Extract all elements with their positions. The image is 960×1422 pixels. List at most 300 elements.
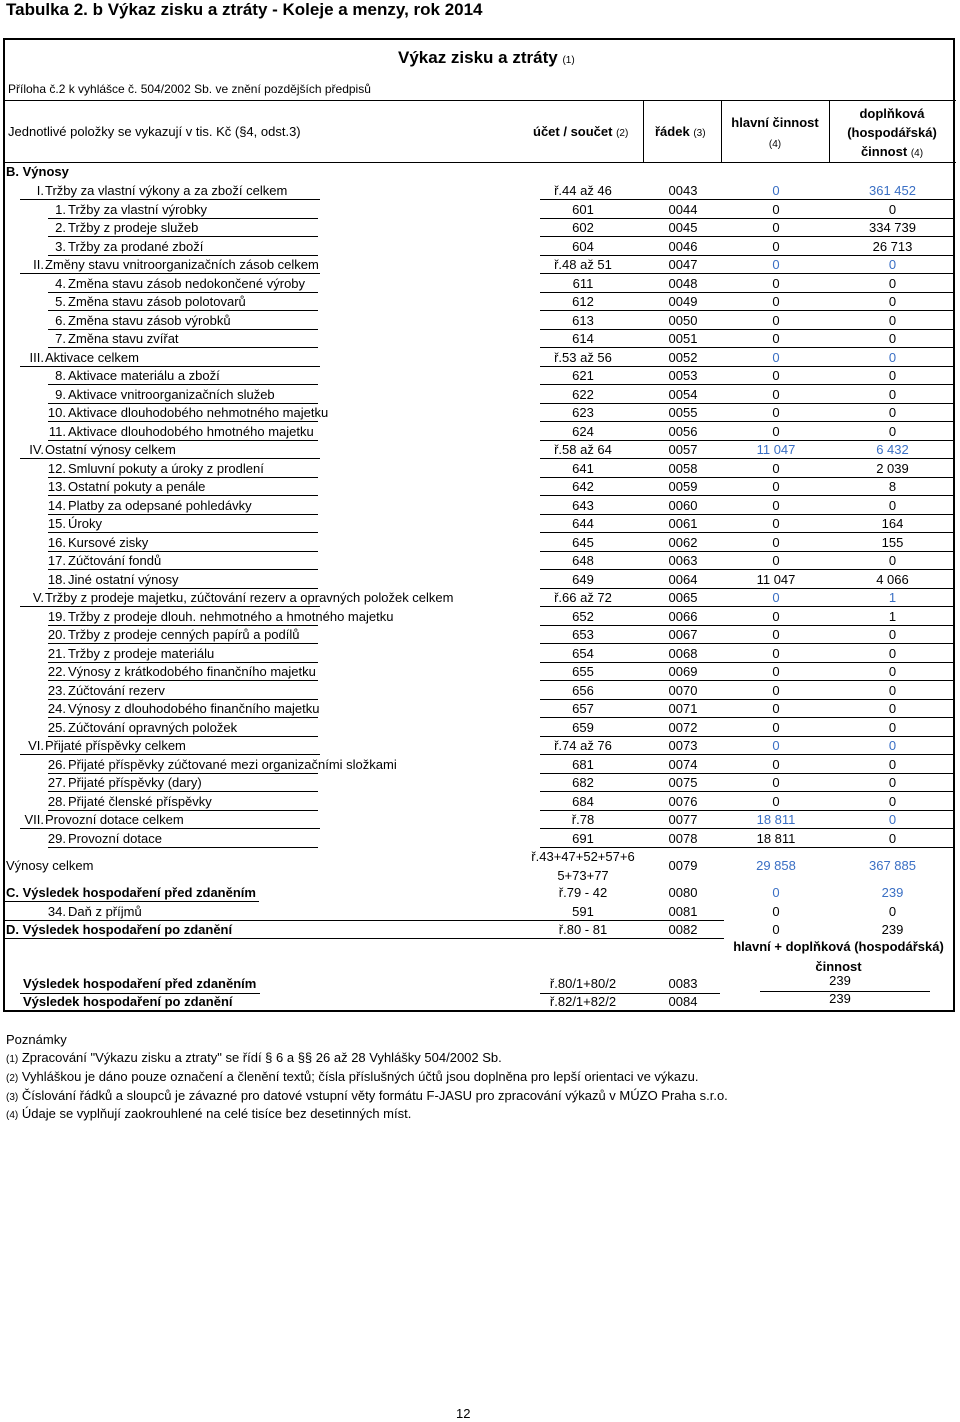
row-hlavni: 11 047: [756, 442, 796, 457]
table-row: [0, 756, 960, 774]
row-number: 17.: [47, 553, 66, 568]
underline: [4, 901, 259, 902]
section-heading: B. Výnosy: [6, 164, 69, 179]
row-label: Daň z příjmů: [68, 904, 142, 919]
header-bottom-line: [3, 162, 956, 163]
table-row: [0, 478, 960, 496]
row-ucet: 681: [572, 757, 594, 772]
row-radek: 0046: [668, 239, 698, 254]
row-doplnkova: 0: [888, 627, 897, 642]
row-hlavni: 0: [772, 276, 780, 291]
row-hlavni: 0: [772, 646, 780, 661]
underline: [540, 384, 955, 385]
row-doplnkova: 0: [888, 294, 897, 309]
row-hlavni: 0: [772, 294, 780, 309]
row-radek: 0057: [668, 442, 698, 457]
row-radek: 0050: [668, 313, 698, 328]
notes-heading: Poznámky: [6, 1032, 67, 1047]
row-label: C. Výsledek hospodaření před zdaněním: [6, 885, 256, 900]
group-total-row: [0, 441, 960, 459]
row-doplnkova: 0: [888, 738, 897, 753]
row-ucet: 653: [572, 627, 594, 642]
row-doplnkova: 1: [888, 590, 897, 605]
table-row: [0, 201, 960, 219]
row-radek: 0083: [668, 976, 698, 991]
row-number: IV.: [29, 442, 44, 457]
note-item: (2) Vyhláškou je dáno pouze označení a členění textů; čísla příslušných účtů jsou doplněna pro lepší orientaci ve výkazu.: [6, 1069, 699, 1084]
table-row: [0, 497, 960, 515]
row-label: Zúčtování opravných položek: [68, 720, 238, 735]
row-ucet: ř.48 až 51: [554, 257, 612, 272]
column-divider: [829, 100, 830, 162]
row-hlavni: 0: [772, 368, 780, 383]
underline: [540, 754, 955, 755]
row-doplnkova: 2 039: [876, 461, 909, 476]
row-hlavni: 0: [772, 350, 780, 365]
row-radek: 0071: [668, 701, 698, 716]
row-ucet: 604: [572, 239, 594, 254]
row-label: Aktivace dlouhodobého nehmotného majetku: [68, 405, 329, 420]
row-radek: 0072: [668, 720, 698, 735]
row-number: 15.: [47, 516, 66, 531]
row-ucet: 682: [572, 775, 594, 790]
row-ucet: 645: [572, 535, 594, 550]
row-radek: 0076: [668, 794, 698, 809]
table-row: [0, 663, 960, 681]
row-hlavni: 0: [772, 904, 780, 919]
row-hlavni: 0: [772, 922, 780, 937]
row-doplnkova: 4 066: [876, 572, 909, 587]
table-row: [0, 293, 960, 311]
row-hlavni: 0: [772, 535, 780, 550]
row-number: 10.: [47, 405, 66, 420]
row-radek: 0054: [668, 387, 698, 402]
row-number: I.: [36, 183, 44, 198]
row-radek: 0081: [668, 904, 698, 919]
row-hlavni: 0: [772, 424, 780, 439]
row-hlavni: 0: [772, 627, 780, 642]
note-item: (1) Zpracování "Výkazu zisku a ztraty" se řídí § 6 a §§ 26 až 28 Vyhlášky 504/2002 Sb.: [6, 1050, 502, 1065]
row-hlavni: 0: [772, 701, 780, 716]
row-number: 18.: [47, 572, 66, 587]
row-radek: 0068: [668, 646, 698, 661]
row-doplnkova: 0: [888, 775, 897, 790]
table-row: [0, 774, 960, 792]
row-label: Výnosy z dlouhodobého finančního majetku: [68, 701, 320, 716]
row-number: 28.: [47, 794, 66, 809]
row-radek: 0055: [668, 405, 698, 420]
underline: [20, 199, 320, 200]
row-doplnkova: 0: [888, 757, 897, 772]
row-hlavni: 0: [772, 405, 780, 420]
row-doplnkova: 8: [888, 479, 897, 494]
row-number: 7.: [55, 331, 66, 346]
row-number: 6.: [55, 313, 66, 328]
row-ucet: 684: [572, 794, 594, 809]
row-radek: 0082: [668, 922, 698, 937]
row-hlavni: 0: [772, 257, 780, 272]
row-hlavni: 0: [772, 387, 780, 402]
row-doplnkova: 367 885: [869, 858, 916, 873]
underline: [540, 236, 955, 237]
row-ucet: 657: [572, 701, 594, 716]
row-radek: 0044: [668, 202, 698, 217]
row-ucet: 648: [572, 553, 594, 568]
row-radek: 0079: [668, 858, 698, 873]
row-doplnkova: 1: [888, 609, 897, 624]
row-ucet: 601: [572, 202, 594, 217]
row-label: Kursové zisky: [68, 535, 149, 550]
row-number: 13.: [47, 479, 66, 494]
row-hlavni: 0: [772, 183, 780, 198]
underline: [540, 199, 955, 200]
row-doplnkova: 0: [888, 904, 897, 919]
row-number: 5.: [55, 294, 66, 309]
row-label: Tržby z prodeje majetku, zúčtování rezerv a opravných položek celkem: [45, 590, 454, 605]
row-radek: 0062: [668, 535, 698, 550]
row-radek: 0060: [668, 498, 698, 513]
row-ucet: 652: [572, 609, 594, 624]
row-ucet: 644: [572, 516, 594, 531]
row-ucet: ř.80 - 81: [558, 922, 608, 937]
table-row: [0, 534, 960, 552]
row-radek: 0049: [668, 294, 698, 309]
row-label: Provozní dotace celkem: [45, 812, 184, 827]
underline: [20, 273, 320, 274]
row-number: 1.: [55, 202, 66, 217]
group-total-row: [0, 589, 960, 607]
row-number: 19.: [47, 609, 66, 624]
row-doplnkova: 0: [888, 812, 897, 827]
row-radek: 0077: [668, 812, 698, 827]
row-radek: 0063: [668, 553, 698, 568]
row-ucet: 614: [572, 331, 594, 346]
row-hlavni: 0: [772, 757, 780, 772]
row-label: Výnosy celkem: [6, 858, 94, 873]
underline: [48, 347, 318, 348]
row-ucet: ř.53 až 56: [554, 350, 612, 365]
row-ucet: ř.82/1+82/2: [549, 994, 617, 1009]
row-doplnkova: 0: [888, 498, 897, 513]
table-row: [0, 423, 960, 441]
row-ucet: 591: [572, 904, 594, 919]
row-label: Výsledek hospodaření po zdanění: [23, 994, 233, 1009]
row-doplnkova: 0: [888, 368, 897, 383]
page-title: Tabulka 2. b Výkaz zisku a ztráty - Koleje a menzy, rok 2014: [6, 0, 483, 19]
table-row: [0, 682, 960, 700]
row-doplnkova: 334 739: [869, 220, 916, 235]
row-doplnkova: 0: [888, 683, 897, 698]
row-ucet: 611: [572, 276, 594, 291]
underline: [48, 384, 318, 385]
table-row: [0, 571, 960, 589]
row-hlavni: 0: [772, 885, 780, 900]
tax-row: [0, 903, 960, 921]
row-hlavni: 0: [772, 775, 780, 790]
attachment-note: Příloha č.2 k vyhlášce č. 504/2002 Sb. ve znění pozdějších předpisů: [8, 82, 371, 96]
row-number: 24.: [47, 701, 66, 716]
row-ucet: ř.43+47+52+57+6: [531, 849, 635, 864]
row-label: Smluvní pokuty a úroky z prodlení: [68, 461, 264, 476]
col-header-ucet: účet / součet (2): [533, 124, 629, 139]
row-number: III.: [29, 350, 44, 365]
row-number: 12.: [47, 461, 66, 476]
row-hlavni: 0: [772, 202, 780, 217]
row-radek: 0065: [668, 590, 698, 605]
row-radek: 0066: [668, 609, 698, 624]
units-note: Jednotlivé položky se vykazují v tis. Kč (§4, odst.3): [8, 124, 301, 139]
row-ucet: 602: [572, 220, 594, 235]
row-radek: 0061: [668, 516, 698, 531]
row-hlavni: 0: [772, 664, 780, 679]
row-radek: 0052: [668, 350, 698, 365]
underline: [20, 1011, 260, 1012]
row-radek: 0051: [668, 331, 698, 346]
row-ucet: 656: [572, 683, 594, 698]
row-hlavni: 0: [772, 498, 780, 513]
underline: [540, 828, 955, 829]
col-header-radek: řádek (3): [655, 124, 706, 139]
row-label: Zúčtování rezerv: [68, 683, 165, 698]
row-doplnkova: 0: [888, 387, 897, 402]
row-ucet: 621: [572, 368, 594, 383]
table-row: [0, 275, 960, 293]
underline: [540, 532, 955, 533]
row-label: Výnosy z krátkodobého finančního majetku: [68, 664, 316, 679]
underline: [540, 310, 955, 311]
underline: [48, 680, 318, 681]
underline: [4, 938, 724, 939]
table-row: [0, 608, 960, 626]
row-number: II.: [33, 257, 44, 272]
row-radek: 0070: [668, 683, 698, 698]
row-hlavni: 18 811: [756, 812, 796, 827]
row-ucet: 623: [572, 405, 594, 420]
row-label: Přijaté členské příspěvky: [68, 794, 212, 809]
row-number: VI.: [28, 738, 44, 753]
row-label: Úroky: [68, 516, 102, 531]
underline: [20, 828, 320, 829]
underline: [48, 495, 318, 496]
row-ucet: 659: [572, 720, 594, 735]
row-number: 9.: [55, 387, 66, 402]
row-ucet: 649: [572, 572, 594, 587]
row-doplnkova: 0: [888, 276, 897, 291]
row-doplnkova: 239: [881, 885, 904, 900]
row-radek: 0043: [668, 183, 698, 198]
row-hlavni: 0: [772, 738, 780, 753]
row-value: 239: [829, 991, 851, 1006]
row-doplnkova: 0: [888, 553, 897, 568]
row-radek: 0053: [668, 368, 698, 383]
row-number: 25.: [47, 720, 66, 735]
row-doplnkova: 0: [888, 794, 897, 809]
underline: [540, 273, 955, 274]
row-hlavni: 0: [772, 313, 780, 328]
row-label: Ostatní pokuty a penále: [68, 479, 206, 494]
row-label: Přijaté příspěvky celkem: [45, 738, 186, 753]
row-hlavni: 11 047: [756, 572, 796, 587]
row-value: 239: [829, 973, 851, 988]
table-row: [0, 312, 960, 330]
row-number: 20.: [47, 627, 66, 642]
row-number: 2.: [55, 220, 66, 235]
row-label: Změna stavu zásob nedokončené výroby: [68, 276, 306, 291]
row-ucet: 654: [572, 646, 594, 661]
row-ucet: ř.79 - 42: [558, 885, 608, 900]
underline: [48, 421, 318, 422]
row-label: Změny stavu vnitroorganizačních zásob celkem: [45, 257, 319, 272]
underline: [540, 495, 955, 496]
underline: [48, 532, 318, 533]
row-ucet: ř.74 až 76: [554, 738, 612, 753]
row-radek: 0069: [668, 664, 698, 679]
row-doplnkova: 0: [888, 350, 897, 365]
row-hlavni: 0: [772, 239, 780, 254]
report-heading: Výkaz zisku a ztráty (1): [398, 48, 575, 67]
summary-row: [0, 993, 960, 1011]
underline: [48, 236, 318, 237]
underline: [20, 754, 320, 755]
underline: [540, 791, 955, 792]
row-ucet: 691: [572, 831, 594, 846]
row-radek: 0047: [668, 257, 698, 272]
row-label: Tržby z prodeje materiálu: [68, 646, 215, 661]
row-radek: 0084: [668, 994, 698, 1009]
table-row: [0, 219, 960, 237]
row-doplnkova: 0: [888, 701, 897, 716]
row-number: 4.: [55, 276, 66, 291]
row-ucet: ř.80/1+80/2: [549, 976, 617, 991]
group-total-row: [0, 811, 960, 829]
row-label: Tržby za vlastní výkony a za zboží celkem: [45, 183, 288, 198]
row-doplnkova: 361 452: [869, 183, 916, 198]
underline: [48, 791, 318, 792]
page-number: 12: [456, 1406, 471, 1421]
row-hlavni: 0: [772, 720, 780, 735]
row-doplnkova: 0: [888, 313, 897, 328]
row-number: 11.: [48, 424, 66, 439]
row-label: Přijaté příspěvky (dary): [68, 775, 202, 790]
table-row: [0, 404, 960, 422]
row-ucet: 612: [572, 294, 594, 309]
row-doplnkova: 0: [888, 202, 897, 217]
row-ucet: ř.58 až 64: [554, 442, 612, 457]
row-radek: 0059: [668, 479, 698, 494]
row-label: Přijaté příspěvky zúčtované mezi organizačními složkami: [68, 757, 397, 772]
row-label: Tržby za prodané zboží: [68, 239, 204, 254]
row-label: D. Výsledek hospodaření po zdanění: [6, 922, 233, 937]
row-ucet: 5+73+77: [557, 868, 609, 883]
table-row: [0, 700, 960, 718]
row-number: 27.: [47, 775, 66, 790]
row-doplnkova: 0: [888, 424, 897, 439]
row-ucet: 624: [572, 424, 594, 439]
row-number: 23.: [47, 683, 66, 698]
note-item: (4) Údaje se vyplňují zaokrouhlené na celé tisíce bez desetinných míst.: [6, 1106, 412, 1121]
underline: [540, 569, 955, 570]
pre-tax-result-row: [0, 884, 960, 902]
row-ucet: 643: [572, 498, 594, 513]
underline: [540, 717, 955, 718]
row-hlavni: 0: [772, 461, 780, 476]
row-label: Změna stavu zásob polotovarů: [68, 294, 246, 309]
underline: [48, 717, 318, 718]
row-label: Aktivace vnitroorganizačních služeb: [68, 387, 275, 402]
row-hlavni: 0: [772, 683, 780, 698]
row-radek: 0075: [668, 775, 698, 790]
row-label: Aktivace materiálu a zboží: [68, 368, 220, 383]
group-total-row: [0, 256, 960, 274]
row-radek: 0067: [668, 627, 698, 642]
row-doplnkova: 0: [888, 831, 897, 846]
row-hlavni: 29 858: [756, 858, 796, 873]
group-total-row: [0, 737, 960, 755]
table-row: [0, 238, 960, 256]
row-ucet: ř.44 až 46: [554, 183, 612, 198]
total-income-row: [0, 848, 960, 884]
row-label: Tržby z prodeje cenných papírů a podílů: [68, 627, 300, 642]
note-item: (3) Číslování řádků a sloupců je závazné pro datové vstupní věty formátu F-JASU pro zpracování výkazů v MÚZO Praha s.r.o.: [6, 1088, 728, 1103]
row-doplnkova: 0: [888, 664, 897, 679]
table-row: [0, 515, 960, 533]
table-row: [0, 386, 960, 404]
underline: [540, 606, 955, 607]
row-number: 21.: [47, 646, 66, 661]
table-row: [0, 645, 960, 663]
underline: [20, 458, 320, 459]
row-hlavni: 0: [772, 794, 780, 809]
underline: [540, 458, 955, 459]
row-doplnkova: 0: [888, 405, 897, 420]
row-doplnkova: 239: [881, 922, 904, 937]
row-hlavni: 0: [772, 331, 780, 346]
row-doplnkova: 0: [888, 646, 897, 661]
row-ucet: 655: [572, 664, 594, 679]
row-number: 3.: [55, 239, 66, 254]
row-doplnkova: 0: [888, 257, 897, 272]
row-label: Výsledek hospodaření před zdaněním: [23, 976, 257, 991]
row-label: Jiné ostatní výnosy: [68, 572, 179, 587]
row-label: Provozní dotace: [68, 831, 162, 846]
row-hlavni: 0: [772, 553, 780, 568]
table-row: [0, 330, 960, 348]
row-label: Zúčtování fondů: [68, 553, 162, 568]
underline: [540, 347, 955, 348]
row-label: Platby za odepsané pohledávky: [68, 498, 252, 513]
table-row: [0, 830, 960, 848]
row-label: Tržby za vlastní výrobky: [68, 202, 207, 217]
row-ucet: 613: [572, 313, 594, 328]
row-radek: 0074: [668, 757, 698, 772]
row-doplnkova: 164: [881, 516, 904, 531]
row-number: 8.: [55, 368, 66, 383]
row-doplnkova: 155: [881, 535, 904, 550]
table-row: [0, 719, 960, 737]
row-doplnkova: 0: [888, 331, 897, 346]
row-number: 29.: [47, 831, 66, 846]
underline: [540, 680, 955, 681]
row-number: V.: [32, 590, 44, 605]
row-radek: 0045: [668, 220, 698, 235]
combined-activity-header: hlavní + doplňková (hospodářská) činnost: [733, 939, 944, 974]
row-hlavni: 0: [772, 220, 780, 235]
row-hlavni: 0: [772, 590, 780, 605]
row-ucet: 641: [572, 461, 594, 476]
row-label: Tržby z prodeje služeb: [68, 220, 199, 235]
row-label: Aktivace dlouhodobého hmotného majetku: [68, 424, 314, 439]
underline: [48, 310, 318, 311]
